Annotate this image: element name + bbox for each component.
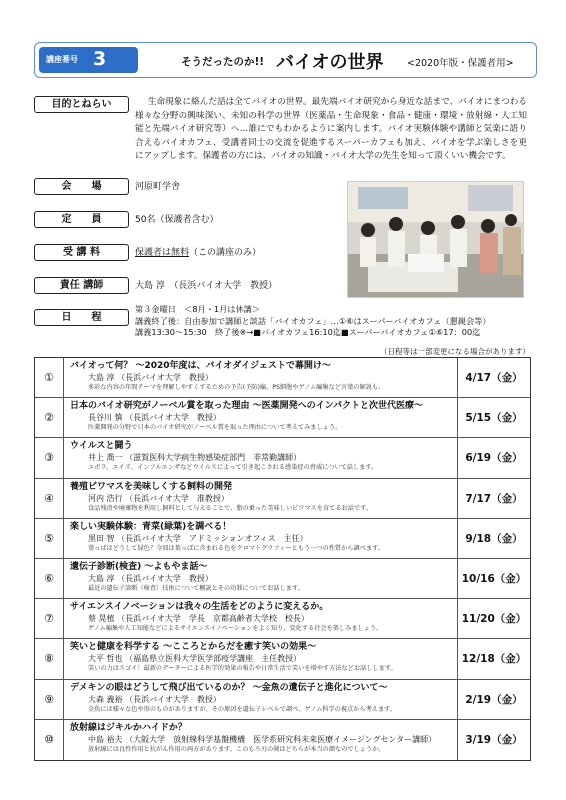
lecture-details xyxy=(64,680,458,719)
lecture-details xyxy=(64,398,458,437)
purpose-label: 目的とねらい xyxy=(34,96,129,113)
lecture-details xyxy=(64,479,458,518)
lecture-date: 2/19（金） xyxy=(465,693,523,706)
lecture-row xyxy=(35,358,530,398)
lecture-number: ① xyxy=(35,358,64,397)
lecture-speaker: 大島 淳 （長浜バイオ大学 教授） xyxy=(88,573,213,583)
lecture-title: デメキンの眼はどうして飛び出ているのか？ ～金魚の遺伝子と進化について～ xyxy=(70,682,388,693)
lecture-date: 7/17（金） xyxy=(465,492,523,505)
lecture-row xyxy=(35,438,530,478)
lecture-date: 11/20（金） xyxy=(461,613,527,626)
lecture-title: 日本のバイオ研究がノーベル賞を取った理由 ～医薬開発へのインパクトと次世代医療～ xyxy=(70,401,423,412)
fee-free-text: 保護者は無料 xyxy=(135,248,190,258)
lecturer-label: 責任 講師 xyxy=(34,277,129,294)
lecture-number: ② xyxy=(35,398,64,437)
lecture-title: 遺伝子診断(検査) ～よもやま話～ xyxy=(70,561,208,572)
lecture-speaker: 大島 淳 （長浜バイオ大学 教授） xyxy=(88,373,213,382)
lecture-date: 3/19（金） xyxy=(465,734,523,747)
lecture-number: ③ xyxy=(35,438,64,477)
lecture-description: 放射線には良性作用と抗がん作用の両方があります。このもろ刃の剣はどちらが本当の顔なのでしょうか。 xyxy=(88,745,385,753)
lecture-row xyxy=(35,680,530,720)
capacity-label: 定 員 xyxy=(34,211,129,228)
capacity-value: 50名（保護者含む） xyxy=(135,215,219,225)
lecture-title: ウイルスと闘う xyxy=(70,441,133,452)
lecture-description: 金魚には様々な色や形のものがありますが、その原因を遺伝子レベルで調べ、ゲノム科学の視点から考えます。 xyxy=(88,705,397,713)
schedule-line-1: 第３金曜日 ＜8月・1月は休講＞ xyxy=(135,304,261,314)
lecture-number: ⑦ xyxy=(35,599,64,638)
lecture-description: ゲノム編集や人工知能などによるサイエンスイノベーションをよく知り、変化する社会を楽しみましょう。 xyxy=(88,625,383,633)
lecture-details xyxy=(64,519,458,558)
lecture-title: 養殖ビワマスを美味しくする飼料の開発 xyxy=(70,481,233,492)
lecture-description: 多彩な内容の年間テーマを理解しやすくするための予告(予防)編。PS細胞やゲノム編集など言葉の解説も。 xyxy=(88,384,385,391)
lecture-speaker: 大森 義裕 （長浜バイオ大学 教授） xyxy=(88,694,221,704)
lecture-number: ⑥ xyxy=(35,559,64,598)
lecture-description: 笑いの力はスゴイ！最新のデーターによる医学的効果の報告や日常生活で笑いを増やす方法などお話しします。 xyxy=(88,665,397,673)
lecture-details xyxy=(64,438,458,477)
lecture-number: ⑨ xyxy=(35,680,64,719)
schedule-label: 日 程 xyxy=(34,309,129,326)
lecture-row xyxy=(35,479,530,519)
lecture-details xyxy=(64,358,458,397)
lecture-number: ⑤ xyxy=(35,519,64,558)
lecture-title: バイオって何？ ～2020年度は、バイオダイジェストで幕開け～ xyxy=(70,361,331,371)
purpose-text: 生命現象に絡んだ話は全てバイオの世界。最先端バイオ研究から身近な話まで、バイオにまつわる様々な分野の興味深い、未知の科学の世界（医薬品・生命現象・食品・健康・環境・放射線・人工知能と先端バイオ研究等）へ…誰にでもわかるように案内します。バイオ実験体験や講師と気楽に語り合えるバイオカフェ、受講者同士の交流を促進するスーパーカフェも加え、バイオを学ぶ楽しさを更にアップします。保護者の方には、バイオの知識・バイオ大学の先生を知って頂くいい機会です。 xyxy=(135,97,527,162)
lecture-date: 4/17（金） xyxy=(465,372,523,385)
schedule-line-2: 講義終了後：自由参加で講師と談話「バイオカフェ」…①⑥はスーパーバイオカフェ（懇親会等） xyxy=(135,315,491,326)
fee-note: （この講座のみ） xyxy=(189,248,262,258)
title-prefix: そうだったのか!! xyxy=(181,56,265,68)
lecture-row xyxy=(35,398,530,438)
lecture-number: ⑧ xyxy=(35,639,64,678)
schedule-change-note: （日程等は一部変更になる場合があります） xyxy=(380,347,530,356)
lecture-speaker: 蔡 晃植 （長浜バイオ大学 学長 京都高齢者大学校 校長） xyxy=(88,614,309,624)
lecture-speaker: 大平 哲也 （福島県立医科大学医学部疫学講座 主任教授） xyxy=(88,654,302,664)
lecture-row xyxy=(35,559,530,599)
lecture-speaker: 中島 裕夫 （大阪大学 放射線科学基盤機構 医学系研究科未来医療イメージングセンター講師） xyxy=(88,734,437,744)
title-header xyxy=(34,42,537,78)
lecture-description: 葉っぱはどうして緑色？今回は葉っぱに含まれる色をクロマトグラフィーともう一つの性質から調べます。 xyxy=(88,544,384,552)
course-number: 3 xyxy=(93,48,107,70)
lecture-row xyxy=(35,519,530,559)
lecture-details xyxy=(64,720,458,760)
lecture-date: 5/15（金） xyxy=(465,412,523,425)
course-number-label: 講座番号 xyxy=(46,55,78,64)
lecture-speaker: 井上 喬一 （滋賀医科大学病生物感染症部門 非常勤講師） xyxy=(88,453,302,463)
lecture-title: 笑いと健康を科学する ～こころとからだを癒す笑いの効果～ xyxy=(70,642,317,653)
lecture-table xyxy=(34,357,531,761)
lecture-details xyxy=(64,639,458,678)
lecture-title: 放射線はジキルかハイドか？ xyxy=(70,722,187,733)
page-subtitle: <2020年版・保護者用> xyxy=(407,58,514,69)
fee-label: 受 講 料 xyxy=(34,244,129,261)
lecture-row xyxy=(35,720,530,760)
lecture-title: 楽しい実験体験：青菜(緑葉)を調べる！ xyxy=(70,521,232,532)
lecture-speaker: 河内 浩行 （長浜バイオ大学 准教授） xyxy=(88,493,229,503)
lecture-description: 最近の遺伝子診断（検査）技術について概説とその功罪についてお話します。 xyxy=(88,584,304,592)
page-title: バイオの世界 xyxy=(276,52,384,73)
lecturer-value: 大島 淳 （長浜バイオ大学 教授） xyxy=(135,281,278,291)
lecture-description: エボラ、エイズ、インフルエンザなどウイルスによって引き起こされる感染症の脅威について話します。 xyxy=(88,464,378,472)
lecture-title: サイエンスイノベーションは我々の生活をどのように変えるか。 xyxy=(70,602,329,613)
venue-value: 河原町学舎 xyxy=(135,182,181,192)
schedule-line-3: 講義13:30～15:30 終了後※→■バイオカフェ16:10迄■スーパーバイオカフェ①⑥17：00迄 xyxy=(135,327,481,338)
lecture-number: ⑩ xyxy=(35,720,64,760)
lecture-row xyxy=(35,599,530,639)
lecture-date: 9/18（金） xyxy=(465,532,523,545)
lecture-number: ④ xyxy=(35,479,64,518)
schedule-block xyxy=(135,304,531,339)
venue-label: 会 場 xyxy=(34,178,129,195)
lecture-details xyxy=(64,559,458,598)
lecture-description: 食品残渣や廃棄物を利用し飼料として与えることで、脂の乗った美味しいビワマスを育てるお話です。 xyxy=(88,504,373,512)
lecture-date: 6/19（金） xyxy=(465,452,523,465)
course-number-badge xyxy=(39,47,138,73)
lecture-row xyxy=(35,639,530,679)
lecture-date: 12/18（金） xyxy=(461,653,527,666)
lecture-date: 10/16（金） xyxy=(461,573,527,586)
fee-value xyxy=(135,247,261,259)
lecture-speaker: 黒田 智 （長浜バイオ大学 アドミッションオフィス 主任） xyxy=(88,533,308,543)
lecture-description: 医薬開発の分野で日本のバイオ研究がノーベル賞を取った理由について考えてみましょう。 xyxy=(88,424,342,432)
lecture-photo xyxy=(347,181,524,298)
lecture-details xyxy=(64,599,458,638)
lecture-speaker: 長谷川 慎 （長浜バイオ大学 教授） xyxy=(88,413,221,423)
